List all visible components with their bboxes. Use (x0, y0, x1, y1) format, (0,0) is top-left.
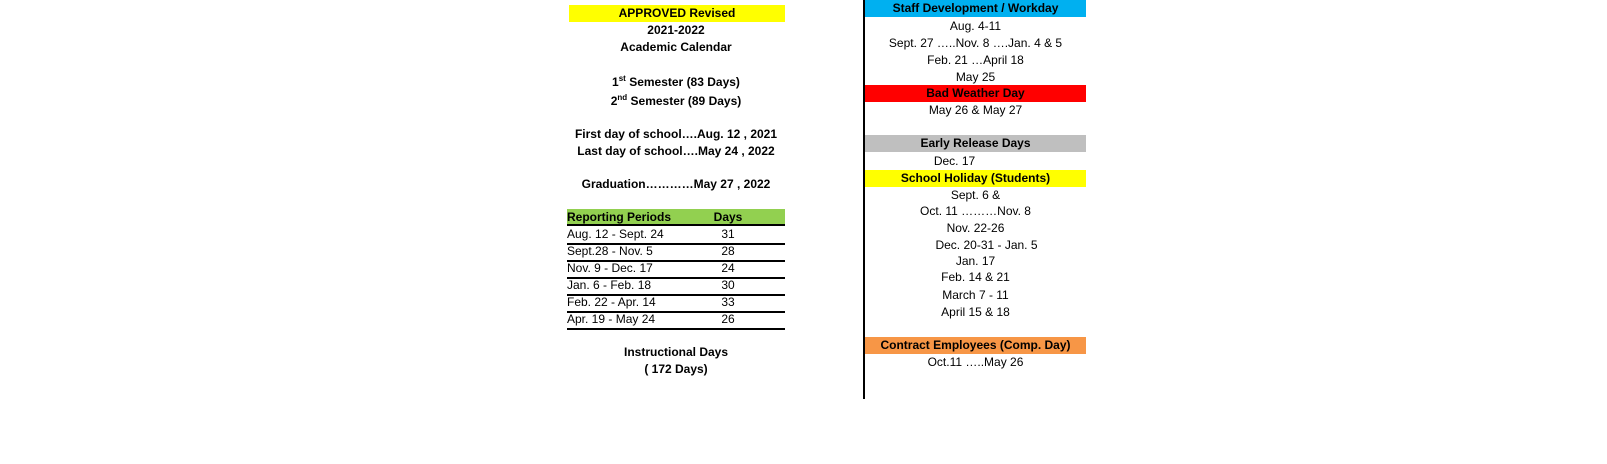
staff-development-date: May 25 (955, 70, 996, 84)
contract-employees-date: Oct.11 …..May 26 (927, 355, 1024, 369)
reporting-period-row (567, 311, 785, 330)
early-release-date: Dec. 17 (933, 154, 976, 168)
school-holiday-heading: School Holiday (Students) (865, 170, 1086, 187)
school-holiday-date: Feb. 14 & 21 (941, 270, 1010, 284)
staff-development-date: Feb. 21 …April 18 (927, 53, 1024, 67)
staff-development-date: Sept. 27 …..Nov. 8 ….Jan. 4 & 5 (888, 36, 1063, 50)
period-range: Apr. 19 - May 24 (567, 312, 656, 326)
calendar-events-column (865, 0, 1086, 464)
period-range: Jan. 6 - Feb. 18 (567, 278, 652, 292)
staff-development-heading: Staff Development / Workday (865, 0, 1086, 17)
staff-development-date: Aug. 4-11 (949, 19, 1002, 33)
period-range: Nov. 9 - Dec. 17 (567, 261, 653, 275)
contract-employees-heading: Contract Employees (Comp. Day) (865, 337, 1086, 354)
first-semester (567, 74, 785, 90)
school-holiday-date: Sept. 6 & (950, 188, 1001, 202)
second-semester-suffix: nd (617, 93, 628, 102)
school-holiday-date: Nov. 22-26 (946, 221, 1005, 235)
period-range: Sept.28 - Nov. 5 (567, 244, 653, 258)
period-days: 24 (721, 261, 735, 275)
school-holiday-date: Dec. 20-31 - Jan. 5 (935, 238, 1038, 252)
second-semester-text: Semester (89 Days) (627, 94, 742, 108)
second-semester (567, 93, 785, 109)
calendar-title: Academic Calendar (620, 40, 732, 54)
early-release-heading: Early Release Days (865, 135, 1086, 152)
first-semester-number: 1 (612, 75, 619, 89)
graduation-date: Graduation…………May 27 , 2022 (581, 177, 771, 191)
period-days: 28 (721, 244, 735, 258)
school-holiday-date: April 15 & 18 (941, 305, 1010, 319)
first-semester-text: Semester (83 Days) (625, 75, 740, 89)
first-semester-suffix: st (618, 74, 626, 83)
period-range: Feb. 22 - Apr. 14 (567, 295, 656, 309)
days-column-header: Days (713, 210, 743, 224)
period-range: Aug. 12 - Sept. 24 (567, 227, 664, 241)
first-day-of-school: First day of school….Aug. 12 , 2021 (574, 127, 778, 141)
bad-weather-date: May 26 & May 27 (928, 103, 1023, 117)
reporting-periods-header (567, 209, 785, 226)
period-days: 31 (721, 227, 735, 241)
second-semester-number: 2 (610, 94, 618, 108)
school-holiday-date: Oct. 11 ………Nov. 8 (920, 204, 1031, 218)
last-day-of-school: Last day of school….May 24 , 2022 (577, 144, 775, 158)
bad-weather-heading: Bad Weather Day (865, 85, 1086, 102)
period-days: 33 (721, 295, 735, 309)
period-days: 26 (721, 312, 735, 326)
instructional-days-label: Instructional Days (623, 345, 729, 359)
school-holiday-date: Jan. 17 (955, 254, 996, 268)
reporting-periods-column-header: Reporting Periods (567, 210, 672, 224)
period-days: 30 (721, 278, 735, 292)
school-holiday-date: March 7 - 11 (942, 288, 1009, 302)
school-year: 2021-2022 (647, 23, 705, 37)
approved-revised-label: APPROVED Revised (569, 5, 785, 22)
instructional-days-value: ( 172 Days) (644, 362, 708, 376)
calendar-summary-column (567, 0, 785, 464)
